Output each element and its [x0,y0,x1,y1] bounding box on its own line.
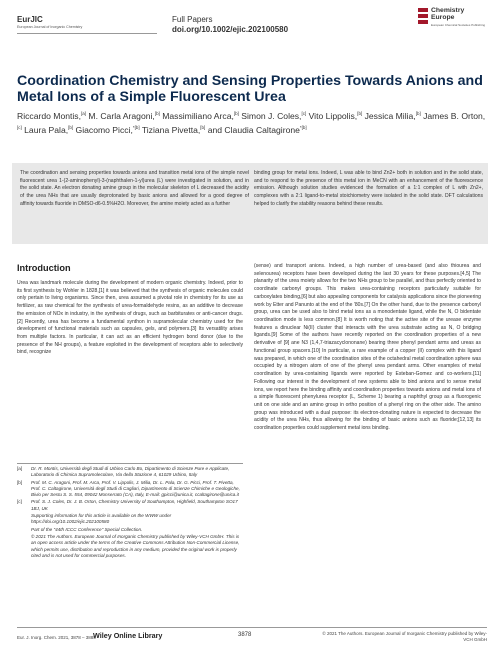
page-number: 3878 [238,632,252,638]
author-affiliation-mark: *[b] [299,125,307,131]
affiliation-entry [17,527,243,533]
header-divider [17,33,157,34]
wiley-online-library-link[interactable]: Wiley Online Library [93,631,163,640]
logo-subtitle: European Chemical Societies Publishing [431,23,486,27]
author-name: James B. Orton, [423,110,486,121]
author-affiliation-mark: [a] [81,111,87,116]
author-affiliation-mark: [b] [357,111,363,116]
affiliations [17,466,243,560]
author-affiliation-mark: [b] [200,125,206,131]
chemistry-europe-logo-icon [417,8,431,28]
author-name: Laura Pala, [24,125,69,136]
footer-divider [17,627,487,628]
section-heading-introduction: Introduction [17,263,71,273]
affiliation-key: [c] [17,499,22,505]
author-name: Massimiliano Arca, [162,110,234,121]
author-list [17,108,487,137]
author-name: Riccardo Montis, [17,110,81,121]
author-affiliation-mark: *[b] [132,125,140,131]
author-affiliation-mark: [c] [17,125,22,131]
author-name: Simon J. Coles, [241,110,302,121]
affiliation-key [17,534,31,559]
affiliation-key: [a] [17,466,23,471]
affiliation-key [17,513,31,526]
affiliation-key: [b] [17,479,23,485]
affiliation-key [17,527,31,533]
footer-citation: Eur. J. Inorg. Chem. 2021, 3878 – 3885 [17,635,96,640]
journal-name: EurJIC [17,15,43,24]
abstract-column-2: binding group for metal ions. Indeed, L was able to bind Zn2+ both in solution and in the solid state, and to respond to the presence of this metal ion in MeCN with an enhancement of the fluorescence emission. Although solution studies evidenced the formation of a 1:1 complex of L with Zn2+, complexes with a 2:1 ligand-to-metal stoichiometry were isolated in the solid state. DFT calculations helped to clarify the stability reasons behind these results. [254,170,483,207]
abstract-column-1: The coordination and sensing properties towards anions and transition metal ions of the simple novel fluorescent urea 1-(2-aminophenyl)-3-(naphthalen-1-yl)urea (L) were investigated in solution, and in the solid state. An electron donating amine group in the molecular skeleton of L decreased the acidity of the urea NHs that are usually deprotonated by basic anions and allowed for a good degree of affinity towards fluoride in DMSO-d6-0.5%H2O. Moreover, the amine moiety acted as a further [20,170,249,207]
affiliation-text: Prof. S. J. Coles, Dr. J. B. Orton, Chemistry University of Southampton, Highfield, Southampton SO17 1BJ, UK [31,499,238,511]
logo-text: Chemistry Europe [431,7,465,21]
author-affiliation-mark: [b] [68,125,74,131]
author-name: Giacomo Picci, [75,125,133,136]
article-title: Coordination Chemistry and Sensing Properties Towards Anions and Metal Ions of a Simple Fluorescent Urea [17,73,483,105]
affiliation-text: © 2021 The Authors. European Journal of Inorganic Chemistry published by Wiley-VCH GmbH. This is an open access article under the terms of the Creative Commons Attribution Non-Commercial License, which permits use, distribution and reproduction in any medium, provided the original work is properly cited and is not used for commercial purposes. [31,533,240,558]
author-name: M. Carla Aragoni, [88,110,155,121]
author-name: Vito Lippolis, [308,110,358,121]
affiliation-entry [17,534,243,559]
journal-subtitle: European Journal of Inorganic Chemistry [17,25,83,29]
article-type: Full Papers [172,15,213,24]
affiliation-text: Part of the "44th ICCC Conference" Special Collection. [31,526,143,532]
author-name: Jessica Milia, [364,110,416,121]
affiliation-entry [17,513,243,526]
author-affiliation-mark: [b] [154,111,160,116]
affiliation-text: Prof. M. C. Aragoni, Prof. M. Arca, Prof. V. Lippolis, J. Milia, Dr. L. Pala, Dr. G. Picci, Prof. T. Pivetta, Prof. C. Caltagirone, Università degli Studi di Cagliari, Dipartimento di Scienze Chimiche e Geologiche, Bivio per Sestu S. S. 554, 09042 Monserrato (CA), Italy, E-mail: gpicci@unica.it, ccaltagirone@unica.it [31,479,240,498]
affiliation-divider [17,463,243,464]
affiliation-text: Supporting information for this article is available on the WWW under https://doi.org/10.1002/ejic.202100580 [31,513,172,525]
doi-link[interactable]: doi.org/10.1002/ejic.202100580 [172,25,289,34]
affiliation-entry [17,466,243,479]
body-column-1: Urea was landmark molecule during the development of modern organic chemistry. Indeed, prior to its first synthesis by Wohler in 1828,[1] it was believed that the synthesis of organic molecules could only pertain to living organisms. Since then, urea assumed a pivotal role in chemistry for its use as fertilizer, as raw chemical for the synthesis of urea-formaldehyde resins, as an additive to decrease the emission of NOx in industry, in the synthesis of drugs, such as barbiturates or anti-cancer drugs.[2] Recently, urea has become a fundamental synthon in supramolecular chemistry used for the development of functional materials such as capsules, gels, and polymers.[3] Its versatility arises from multiple factors. In particular, it can act as an efficient hydrogen bond donor (due to the presence of the NH groups), a feature exploited in the development of receptors able to selectively bind, recognize [17,280,243,356]
author-name: Tiziana Pivetta, [141,125,201,136]
author-affiliation-mark: [c] [301,111,307,116]
author-name: Claudia Caltagirone [224,125,300,136]
affiliation-entry [17,480,243,499]
author-affiliation-mark: [b] [415,111,421,116]
footer-copyright: © 2021 The Authors. European Journal of Inorganic Chemistry published by Wiley-VCH GmbH [322,631,487,642]
author-affiliation-mark: [b] [233,111,239,116]
affiliation-entry [17,499,243,512]
author-name: and [207,125,223,136]
affiliation-text: Dr. R. Montis, Università degli Studi di Urbino Carlo Bo, Dipartimento di Scienze Pure e Applicate, Laboratorio di Chimica Supramolecolare, Via della Stazione 4, 61029 Urbino, Italy [31,466,230,478]
body-column-2: (sense) and transport anions. Indeed, a high number of urea-based (and also thiourea and selenourea) receptors have been developed during the last 30 years for these purposes.[4,5] The planarity of the urea moiety allows for the two NHs group to be parallel, and thus perfectly oriented to coordinate carbonyl groups. This makes urea-containing receptors particularly suitable for carboxylates binding,[6] but also appealing components for catalysis applications since the pioneering work by Etter and Panunto at the end of the '80s.[7] On the other hand, due to the presence carbonyl group, urea can be used also to bind metal ions as a monodentate ligand, while the N, O bidentate coordination mode is less common.[8] It is worth noting that the active site of the urease enzyme features a dinuclear Ni(II) cluster that interacts with the urea substrate acting as N, O bridging ligands.[9] Some of the authors have recently reported on the coordination properties of a new derivative of [9] ane N3 (1,4,7-triazacyclononane) bearing three phenyl pendant arms and ureas as functional group spacers.[10] In particular, a rare example of a copper (II) complex with this ligand was prepared, in which one of the coordination sites of the octahedral metal coordination sphere was occupied by a nitrogen atom of one of the phenyl urea pendant arms. Other examples of metal coordination by urea-containing ligands were reported by Esteban-Gomez and co-workers.[11] Following our interest in the development of new systems able to bind anions and to sense metal ions, we report here the binding affinity and coordination properties towards anions and metal ions of a simple fluorescent phenylurea receptor (L, Scheme 1) bearing a naphthyl group as a fluorogenic unit on one side and an amino group in ortho position of a phenyl ring on the other side. The amino group was introduced with a dual purpose: its electron-donating nature is expected to decrease the acidity of the urea NHs, thus allowing for the binding of basic anions such as fluoride;[12,13] its coordination properties could supplement metal ions binding. [254,263,481,432]
